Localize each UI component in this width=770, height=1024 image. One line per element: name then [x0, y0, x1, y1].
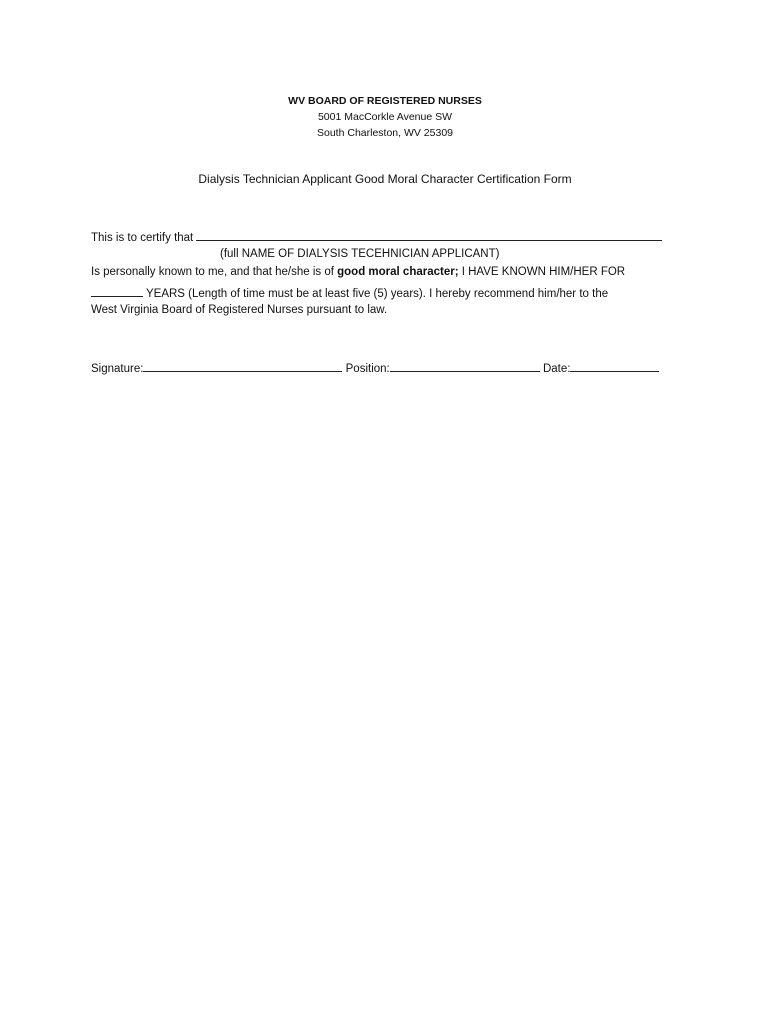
- signature-field[interactable]: [143, 361, 342, 372]
- address-line-1: 5001 MacCorkle Avenue SW: [317, 111, 453, 123]
- years-text: YEARS (Length of time must be at least five (5) years). I hereby recommend him/her to the: [143, 288, 609, 300]
- date-field[interactable]: [570, 361, 659, 372]
- applicant-name-field[interactable]: [196, 230, 662, 241]
- certify-prefix: This is to certify that: [91, 232, 194, 244]
- form-title: Dialysis Technician Applicant Good Moral Character Certification Form: [198, 172, 572, 186]
- signature-row: [91, 361, 659, 375]
- statement-line-2: [91, 286, 608, 300]
- years-known-field[interactable]: [91, 286, 143, 297]
- date-label: Date:: [542, 363, 571, 375]
- statement-line-3: West Virginia Board of Registered Nurses pursuant to law.: [91, 304, 388, 316]
- name-caption: (full NAME OF DIALYSIS TECEHNICIAN APPLICANT): [220, 248, 500, 260]
- position-label: Position:: [345, 363, 390, 375]
- org-name: WV BOARD OF REGISTERED NURSES: [288, 95, 482, 107]
- address-line-2: South Charleston, WV 25309: [317, 127, 453, 139]
- good-moral-character-text: good moral character;: [337, 266, 459, 278]
- signature-label: Signature:: [91, 363, 144, 375]
- position-field[interactable]: [390, 361, 540, 372]
- statement-text-2: I HAVE KNOWN HIM/HER FOR: [458, 266, 626, 278]
- statement-line-1: [91, 266, 625, 278]
- statement-text: Is personally known to me, and that he/she is of: [91, 266, 338, 278]
- certify-line: [91, 230, 662, 244]
